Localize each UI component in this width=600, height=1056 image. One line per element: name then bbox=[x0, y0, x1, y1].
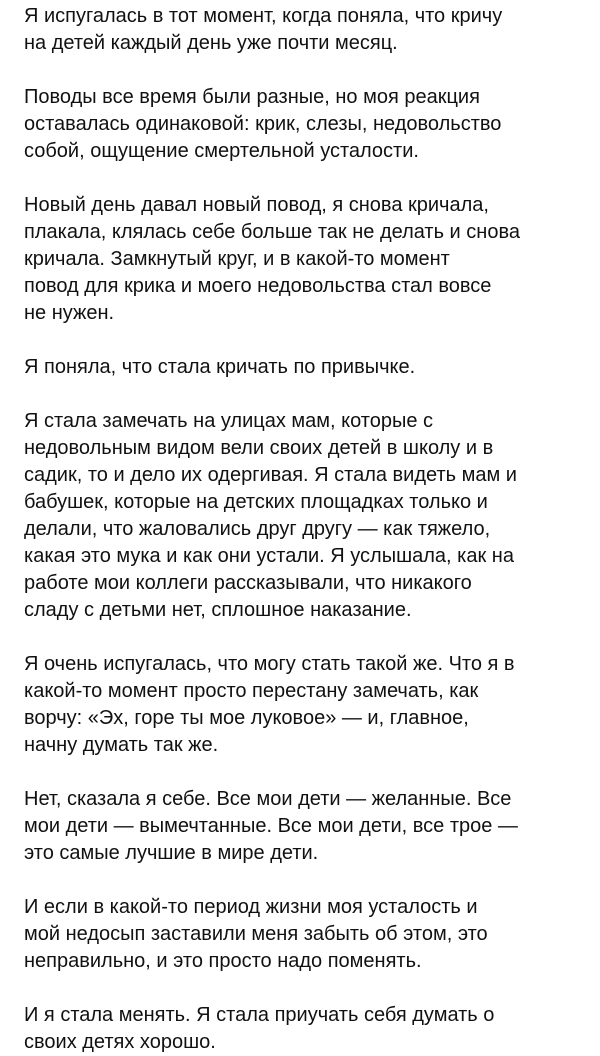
paragraph-8: И если в какой-то период жизни моя усталость и мой недосып заставили меня забыть об этом, это неправильно, и это просто надо поменять. bbox=[24, 896, 488, 972]
article-text bbox=[24, 0, 576, 1056]
paragraph-3: Новый день давал новый повод, я снова кричала, плакала, клялась себе больше так не делать и снова кричала. Замкнутый круг, и в какой-то момент повод для крика и моего недовольства стал вовсе не нужен. bbox=[24, 194, 520, 324]
paragraph-9: И я стала менять. Я стала приучать себя думать о своих детях хорошо. bbox=[24, 1004, 495, 1053]
paragraph-7: Нет, сказала я себе. Все мои дети — желанные. Все мои дети — вымечтанные. Все мои дети, все трое — это самые лучшие в мире дети. bbox=[24, 788, 518, 864]
paragraph-2: Поводы все время были разные, но моя реакция оставалась одинаковой: крик, слезы, недовольство собой, ощущение смертельной усталости. bbox=[24, 86, 502, 162]
paragraph-5: Я стала замечать на улицах мам, которые с недовольным видом вели своих детей в школу и в садик, то и дело их одергивая. Я стала видеть мам и бабушек, которые на детских площадках только и делали, что жаловались друг другу — как тяжело, какая это мука и как они устали. Я услышала, как на работе мои коллеги рассказывали, что никакого сладу с детьми нет, сплошное наказание. bbox=[24, 410, 517, 621]
paragraph-6: Я очень испугалась, что могу стать такой же. Что я в какой-то момент просто перестану замечать, как ворчу: «Эх, горе ты мое луковое» — и, главное, начну думать так же. bbox=[24, 653, 515, 756]
paragraph-1: Я испугалась в тот момент, когда поняла, что кричу на детей каждый день уже почти месяц. bbox=[24, 5, 503, 54]
paragraph-4: Я поняла, что стала кричать по привычке. bbox=[24, 356, 416, 378]
